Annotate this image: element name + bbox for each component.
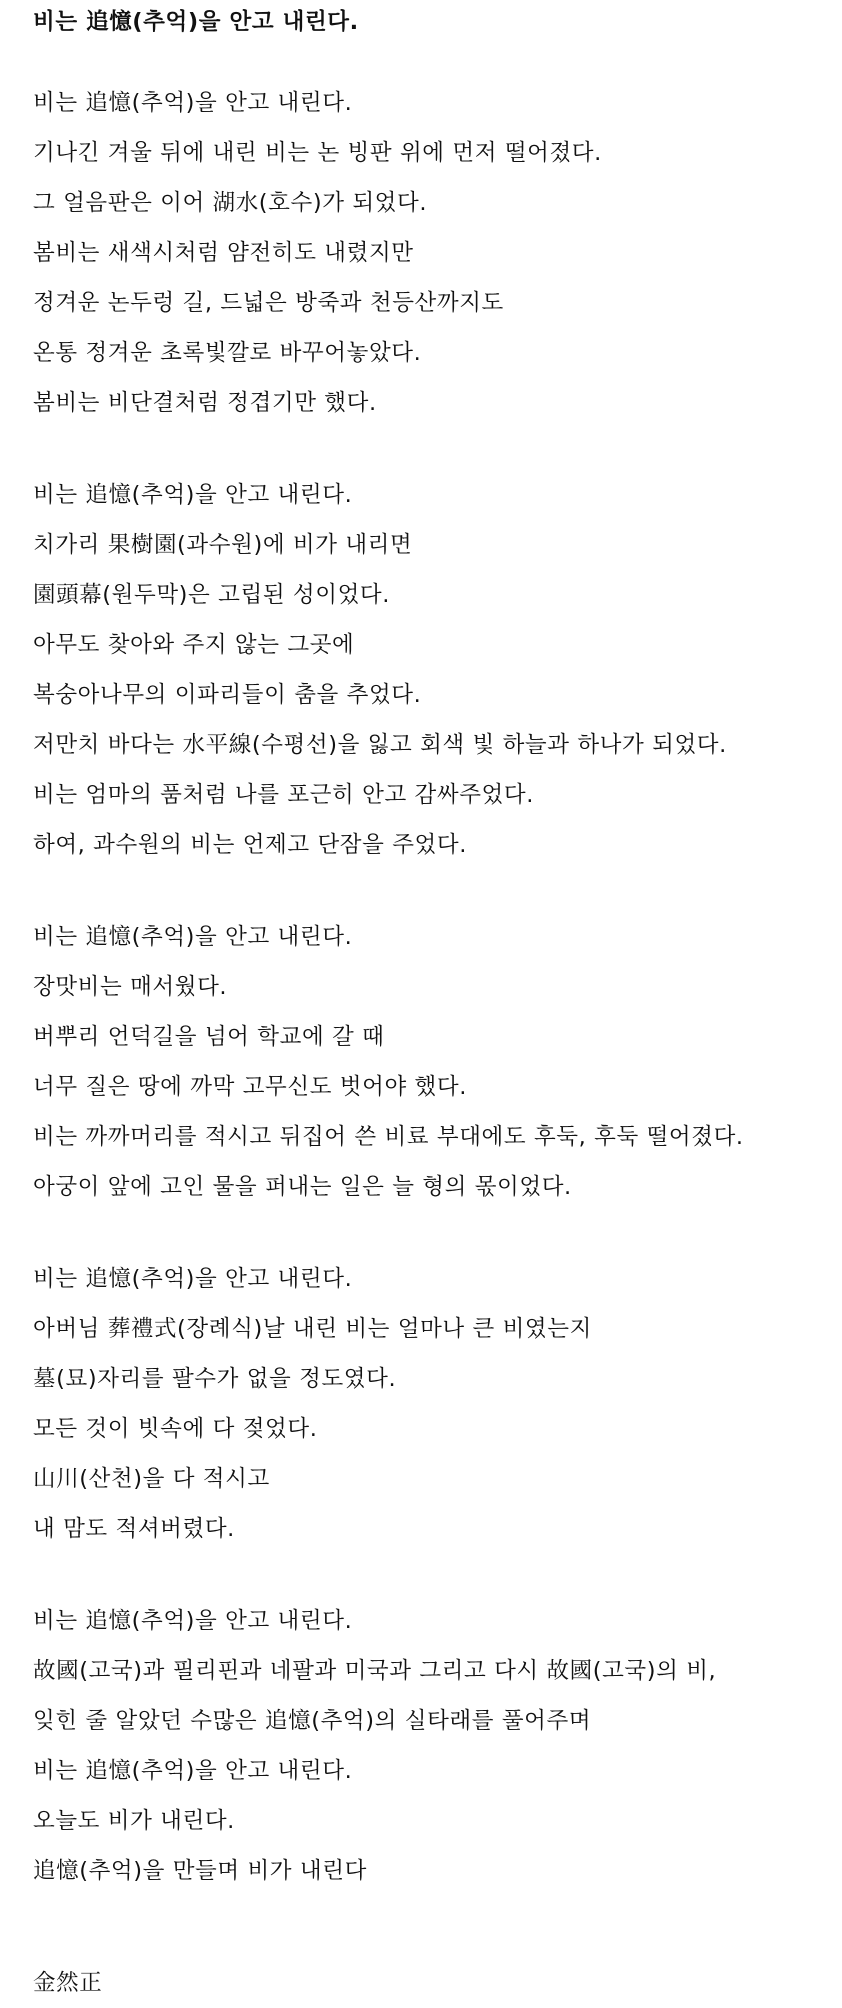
poem-line: 비는 엄마의 품처럼 나를 포근히 안고 감싸주었다. xyxy=(33,782,534,808)
poem-line: 비는 까까머리를 적시고 뒤집어 쓴 비료 부대에도 후둑, 후둑 떨어졌다. xyxy=(33,1124,744,1150)
stanza-5 xyxy=(33,1596,833,1896)
stanza-2 xyxy=(33,470,833,870)
poem-line: 치가리 果樹園(과수원)에 비가 내리면 xyxy=(33,532,413,558)
stanza-gap xyxy=(33,428,833,470)
poem-line: 하여, 과수원의 비는 언제고 단잠을 주었다. xyxy=(33,832,467,858)
poem-line: 비는 追憶(추억)을 안고 내린다. xyxy=(33,1266,353,1292)
poem-line: 모든 것이 빗속에 다 젖었다. xyxy=(33,1416,318,1442)
poem-line: 아버님 葬禮式(장례식)날 내린 비는 얼마나 큰 비였는지 xyxy=(33,1316,592,1342)
poem-line: 오늘도 비가 내린다. xyxy=(33,1808,235,1834)
stanza-gap xyxy=(33,870,833,912)
poem-line: 아무도 찾아와 주지 않는 그곳에 xyxy=(33,632,355,658)
poem-line: 비는 追憶(추억)을 안고 내린다. xyxy=(33,90,353,116)
poem-line: 너무 질은 땅에 까막 고무신도 벗어야 했다. xyxy=(33,1074,467,1100)
poem-line: 내 맘도 적셔버렸다. xyxy=(33,1516,235,1542)
poem-line: 비는 追憶(추억)을 안고 내린다. xyxy=(33,1758,353,1784)
poem-line: 정겨운 논두렁 길, 드넓은 방죽과 천등산까지도 xyxy=(33,290,504,316)
poem-line: 기나긴 겨울 뒤에 내린 비는 논 빙판 위에 먼저 떨어졌다. xyxy=(33,140,602,166)
poem-line: 비는 追憶(추억)을 안고 내린다. xyxy=(33,924,353,950)
stanza-gap xyxy=(33,44,833,78)
poem-line: 비는 追憶(추억)을 안고 내린다. xyxy=(33,482,353,508)
stanza-3 xyxy=(33,912,833,1212)
poem-line: 봄비는 비단결처럼 정겹기만 했다. xyxy=(33,390,377,416)
stanza-4 xyxy=(33,1254,833,1554)
stanza-gap xyxy=(33,1896,833,1958)
poem-line: 잊힌 줄 알았던 수많은 追憶(추억)의 실타래를 풀어주며 xyxy=(33,1708,592,1734)
poem-line: 아궁이 앞에 고인 물을 퍼내는 일은 늘 형의 몫이었다. xyxy=(33,1174,572,1200)
poem-line: 온통 정겨운 초록빛깔로 바꾸어놓았다. xyxy=(33,340,422,366)
poem-line: 장맛비는 매서웠다. xyxy=(33,974,228,1000)
poem-line: 봄비는 새색시처럼 얌전히도 내렸지만 xyxy=(33,240,414,266)
stanza-gap xyxy=(33,1554,833,1596)
poem-line: 墓(묘)자리를 팔수가 없을 정도였다. xyxy=(33,1366,397,1392)
poem-document xyxy=(33,0,833,2008)
poem-line: 저만치 바다는 水平線(수평선)을 잃고 회색 빛 하늘과 하나가 되었다. xyxy=(33,732,727,758)
author-name: 金然正 xyxy=(33,1970,103,1996)
poem-line: 追憶(추억)을 만들며 비가 내린다 xyxy=(33,1858,367,1884)
poem-line: 그 얼음판은 이어 湖水(호수)가 되었다. xyxy=(33,190,428,216)
poem-title: 비는 追憶(추억)을 안고 내린다. xyxy=(33,9,359,35)
poem-line: 복숭아나무의 이파리들이 춤을 추었다. xyxy=(33,682,422,708)
poem-line: 園頭幕(원두막)은 고립된 성이었다. xyxy=(33,582,390,608)
poem-line: 故國(고국)과 필리핀과 네팔과 미국과 그리고 다시 故國(고국)의 비, xyxy=(33,1658,717,1684)
poem-line: 비는 追憶(추억)을 안고 내린다. xyxy=(33,1608,353,1634)
stanza-gap xyxy=(33,1212,833,1254)
poem-line: 버뿌리 언덕길을 넘어 학교에 갈 때 xyxy=(33,1024,385,1050)
poem-line: 山川(산천)을 다 적시고 xyxy=(33,1466,270,1492)
stanza-1 xyxy=(33,78,833,428)
